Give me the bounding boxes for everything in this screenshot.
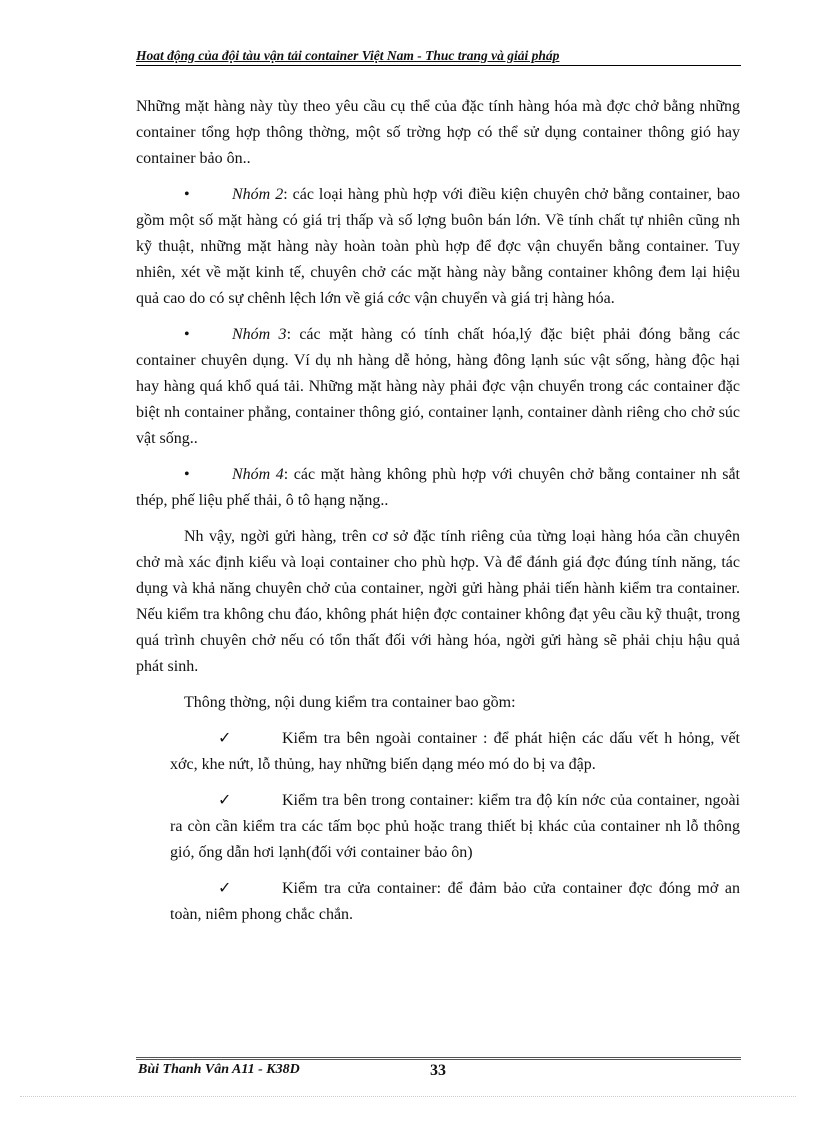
paragraph-inspection-intro: Thông thờng, nội dung kiểm tra container bao gồm: <box>184 694 516 711</box>
bullet-icon: • <box>184 326 190 343</box>
page-number: 33 <box>430 1062 446 1079</box>
check-item-door <box>170 876 740 928</box>
checkmark-icon: ✓ <box>218 730 232 747</box>
running-header: Hoat động của đội tàu vận tải container Việt Nam - Thuc trang và giải pháp <box>136 48 741 66</box>
bullet-icon: • <box>184 466 190 483</box>
checkmark-icon: ✓ <box>218 792 232 809</box>
check-item-exterior <box>170 726 740 778</box>
paragraph-group-2 <box>136 182 740 312</box>
group-4-text: : các mặt hàng không phù hợp với chuyên chở bằng container nh sắt thép, phế liệu phế thải, ô tô hạng nặng.. <box>136 466 741 509</box>
paragraph-group-3 <box>136 322 740 452</box>
group-4-label: Nhóm 4 <box>232 466 284 483</box>
check-item-text: Kiểm tra bên ngoài container : để phát hiện các dấu vết h hỏng, vết xớc, khe nứt, lỗ thủng, hay những biến dạng méo mó do bị va đập. <box>170 730 740 773</box>
paragraph-conclusion: Nh vậy, ngời gửi hàng, trên cơ sở đặc tính riêng của từng loại hàng hóa cần chuyên chở mà xác định kiểu và loại container cho phù hợp. Và để đánh giá đợc đúng tính năng, tác dụng và khả năng chuyên chở của container, ngời gửi hàng phải tiến hành kiểm tra container. Nếu kiểm tra không chu đáo, không phát hiện đợc container không đạt yêu cầu kỹ thuật, trong quá trình chuyên chở nếu có tổn thất đối với hàng hóa, ngời gửi hàng sẽ phải chịu hậu quả phát sinh. <box>136 528 740 675</box>
footer-author: Bùi Thanh Vân A11 - K38D <box>138 1062 300 1077</box>
check-item-interior <box>170 788 740 866</box>
group-3-label: Nhóm 3 <box>232 326 287 343</box>
check-item-text: Kiểm tra cửa container: để đảm bảo cửa container đợc đóng mở an toàn, niêm phong chắc chắn. <box>170 880 740 923</box>
group-2-text: : các loại hàng phù hợp với điều kiện chuyên chở bằng container, bao gồm một số mặt hàng có giá trị thấp và số lợng buôn bán lớn. Về tính chất tự nhiên cũng nh kỹ thuật, những mặt hàng này hoàn toàn phù hợp để đợc vận chuyển bằng container. Tuy nhiên, xét về mặt kinh tế, chuyên chở các mặt hàng này bằng container không đem lại hiệu quả cao do có sự chênh lệch lớn về giá cớc vận chuyển và giá trị hàng hóa. <box>136 186 740 307</box>
checkmark-icon: ✓ <box>218 880 232 897</box>
group-3-text: : các mặt hàng có tính chất hóa,lý đặc biệt phải đóng bằng các container chuyên dụng. Ví dụ nh hàng dễ hỏng, hàng đông lạnh súc vật sống, hàng độc hại hay hàng quá khổ quá tải. Những mặt hàng này phải đợc vận chuyển trong các container đặc biệt nh container phẳng, container thông gió, container lạnh, container dành riêng cho chở súc vật sống.. <box>136 326 740 447</box>
paragraph-group-4 <box>136 462 740 514</box>
page-edge-divider <box>20 1096 796 1097</box>
inspection-checklist <box>170 726 740 928</box>
bullet-icon: • <box>184 186 190 203</box>
group-2-label: Nhóm 2 <box>232 186 284 203</box>
footer-rule <box>136 1057 741 1060</box>
paragraph-intro: Những mặt hàng này tùy theo yêu cầu cụ thể của đặc tính hàng hóa mà đợc chở bằng những container tổng hợp thông thờng, một số trờng hợp có thể sử dụng container thông gió hay container bảo ôn.. <box>136 98 740 167</box>
page-body <box>136 94 740 938</box>
check-item-text: Kiểm tra bên trong container: kiểm tra độ kín nớc của container, ngoài ra còn cần kiểm tra các tấm bọc phủ hoặc trang thiết bị khác của container nh lỗ thông gió, ống dẫn hơi lạnh(đối với container bảo ôn) <box>170 792 740 861</box>
